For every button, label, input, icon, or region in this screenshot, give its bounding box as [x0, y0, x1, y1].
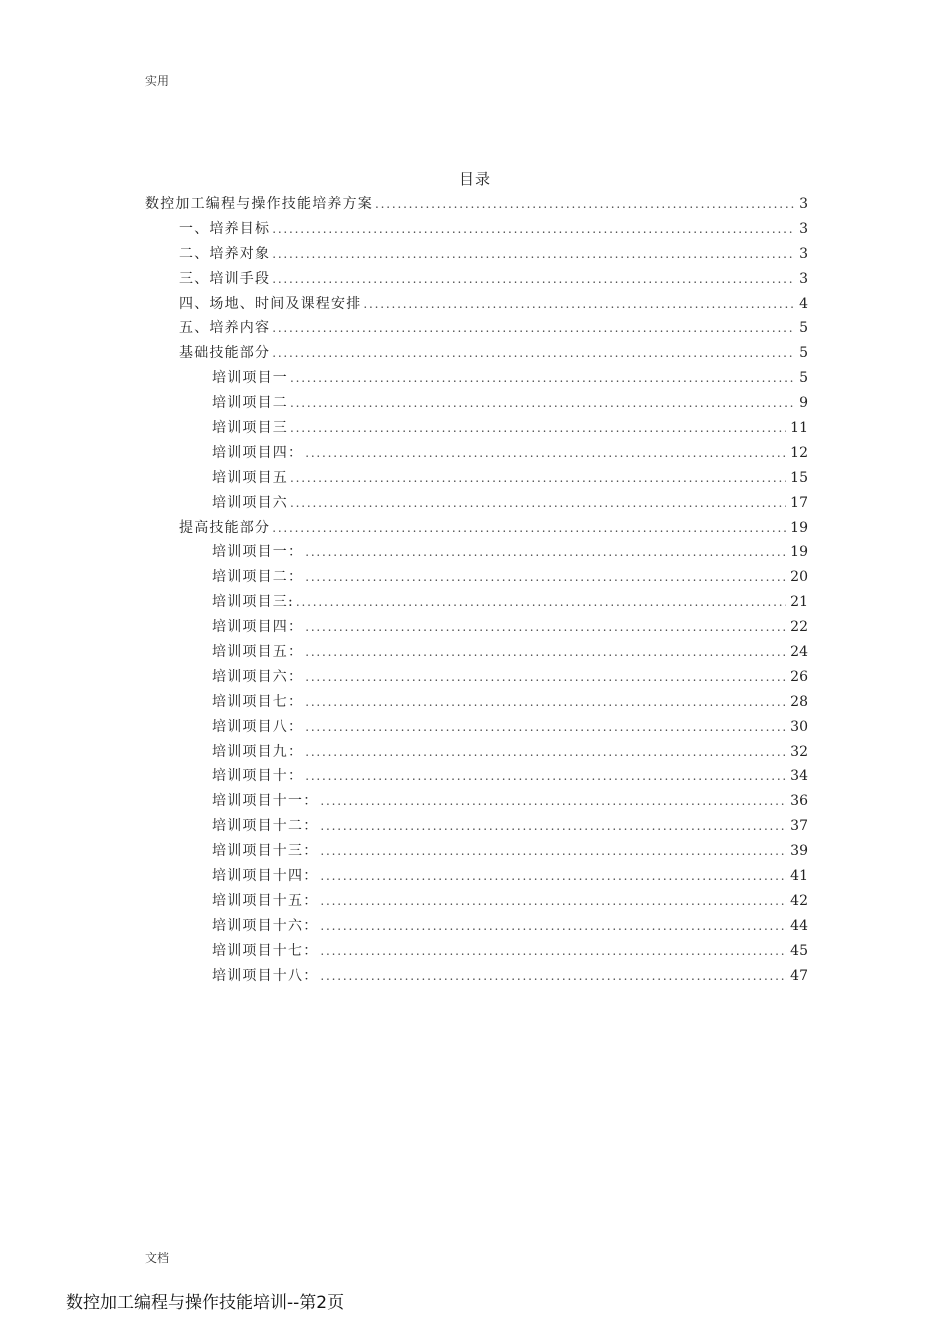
toc-entry-page-number: 5	[799, 345, 808, 362]
toc-entry-page-number: 37	[790, 818, 808, 835]
toc-entry-label: 培训项目十：	[212, 768, 304, 785]
toc-dot-leader	[320, 939, 786, 964]
toc-entry-page-number: 47	[790, 967, 808, 984]
page-caption: 数控加工编程与操作技能培训--第2页	[66, 1293, 345, 1313]
toc-entry-page-number: 32	[790, 743, 808, 760]
toc-entry[interactable]	[0, 914, 950, 939]
toc-entry[interactable]	[0, 491, 950, 516]
toc-entry-label: 培训项目一	[212, 370, 288, 387]
toc-dot-leader	[305, 764, 786, 789]
toc-entry[interactable]	[0, 715, 950, 740]
toc-dot-leader	[272, 341, 794, 366]
toc-entry-page-number: 3	[799, 196, 808, 212]
toc-entry-label: 培训项目七：	[212, 693, 304, 710]
toc-dot-leader	[290, 491, 786, 516]
toc-entry-label: 培训项目五：	[212, 644, 304, 661]
toc-entry[interactable]	[0, 391, 950, 416]
toc-entry-label: 培训项目五	[212, 469, 288, 486]
toc-entry[interactable]	[0, 466, 950, 491]
toc-entry-label: 培训项目六：	[212, 668, 304, 685]
toc-entry-page-number: 42	[790, 892, 808, 909]
toc-entry[interactable]	[0, 341, 950, 366]
toc-entry[interactable]	[0, 590, 950, 615]
toc-dot-leader	[272, 316, 794, 341]
toc-dot-leader	[320, 814, 786, 839]
toc-entry[interactable]	[0, 889, 950, 914]
toc-dot-leader	[305, 441, 786, 466]
toc-entry-label: 数控加工编程与操作技能培养方案	[145, 196, 373, 212]
toc-entry-label: 培训项目二：	[212, 569, 304, 586]
toc-dot-leader	[320, 914, 786, 939]
toc-dot-leader	[290, 366, 794, 391]
toc-entry-label: 培训项目八：	[212, 718, 304, 735]
toc-entry-label: 培训项目十七：	[212, 942, 319, 959]
toc-title: 目录	[458, 170, 491, 188]
toc-entry[interactable]	[0, 939, 950, 964]
header-note: 实用	[145, 74, 170, 88]
toc-entry[interactable]	[0, 416, 950, 441]
toc-entry-label: 培训项目一：	[212, 544, 304, 561]
toc-entry[interactable]	[0, 516, 950, 541]
toc-entry-page-number: 21	[790, 594, 808, 611]
toc-entry-page-number: 15	[790, 469, 808, 486]
toc-entry-label: 基础技能部分	[179, 345, 271, 362]
toc-entry[interactable]	[0, 615, 950, 640]
toc-entry-page-number: 28	[790, 693, 808, 710]
toc-entry-label: 培训项目六	[212, 494, 288, 511]
toc-entry-label: 培训项目四：	[212, 619, 304, 636]
toc-entry-page-number: 26	[790, 668, 808, 685]
toc-entry-label: 培训项目九：	[212, 743, 304, 760]
toc-entry[interactable]	[0, 864, 950, 889]
table-of-contents	[0, 192, 950, 989]
toc-entry-label: 培训项目三:	[212, 594, 294, 611]
toc-entry-page-number: 20	[790, 569, 808, 586]
toc-entry[interactable]	[0, 217, 950, 242]
toc-entry[interactable]	[0, 292, 950, 317]
toc-entry-label: 提高技能部分	[179, 519, 271, 536]
toc-entry[interactable]	[0, 242, 950, 267]
toc-entry-label: 四、场地、时间及课程安排	[179, 295, 362, 312]
toc-entry-page-number: 9	[799, 395, 808, 412]
toc-entry-page-number: 45	[790, 942, 808, 959]
toc-entry-label: 培训项目二	[212, 395, 288, 412]
toc-entry-page-number: 5	[799, 370, 808, 387]
toc-entry-page-number: 11	[790, 420, 808, 437]
footer-note: 文档	[145, 1251, 170, 1265]
toc-entry-label: 培训项目十四：	[212, 868, 319, 885]
toc-dot-leader	[272, 516, 786, 541]
toc-entry[interactable]	[0, 964, 950, 989]
toc-entry[interactable]	[0, 540, 950, 565]
toc-entry-label: 培训项目十八：	[212, 967, 319, 984]
toc-entry-page-number: 41	[790, 868, 808, 885]
toc-dot-leader	[305, 690, 786, 715]
toc-entry[interactable]	[0, 665, 950, 690]
toc-dot-leader	[290, 391, 794, 416]
toc-dot-leader	[272, 267, 794, 292]
toc-entry-page-number: 5	[799, 320, 808, 337]
toc-entry[interactable]	[0, 814, 950, 839]
toc-dot-leader	[320, 964, 786, 989]
toc-dot-leader	[272, 217, 794, 242]
toc-dot-leader	[375, 192, 794, 217]
toc-entry-label: 二、培养对象	[179, 245, 271, 262]
toc-entry[interactable]	[0, 690, 950, 715]
toc-entry[interactable]	[0, 192, 950, 217]
toc-entry-page-number: 30	[790, 718, 808, 735]
toc-entry[interactable]	[0, 789, 950, 814]
toc-entry-page-number: 22	[790, 619, 808, 636]
toc-dot-leader	[320, 889, 786, 914]
toc-entry-label: 培训项目十六：	[212, 917, 319, 934]
toc-entry-label: 三、培训手段	[179, 270, 271, 287]
toc-dot-leader	[296, 590, 786, 615]
toc-entry-label: 培训项目十二：	[212, 818, 319, 835]
toc-entry-page-number: 3	[799, 245, 808, 262]
toc-entry[interactable]	[0, 764, 950, 789]
toc-dot-leader	[320, 839, 786, 864]
toc-dot-leader	[320, 864, 786, 889]
toc-entry[interactable]	[0, 316, 950, 341]
toc-entry-label: 培训项目十五：	[212, 892, 319, 909]
toc-entry[interactable]	[0, 740, 950, 765]
toc-entry-label: 培训项目十一：	[212, 793, 319, 810]
toc-dot-leader	[363, 292, 794, 317]
toc-entry-label: 培训项目三	[212, 420, 288, 437]
toc-entry-page-number: 3	[799, 270, 808, 287]
toc-dot-leader	[272, 242, 794, 267]
toc-entry-label: 培训项目十三：	[212, 843, 319, 860]
toc-entry-page-number: 3	[799, 220, 808, 237]
toc-entry-page-number: 4	[799, 295, 808, 312]
toc-entry-page-number: 19	[790, 519, 808, 536]
toc-entry[interactable]	[0, 366, 950, 391]
toc-dot-leader	[305, 615, 786, 640]
toc-dot-leader	[305, 665, 786, 690]
toc-dot-leader	[320, 789, 786, 814]
toc-entry[interactable]	[0, 640, 950, 665]
toc-entry-page-number: 17	[790, 494, 808, 511]
toc-entry-page-number: 44	[790, 917, 808, 934]
toc-dot-leader	[305, 565, 786, 590]
toc-entry-label: 培训项目四：	[212, 444, 304, 461]
toc-entry-page-number: 24	[790, 644, 808, 661]
toc-entry-page-number: 34	[790, 768, 808, 785]
toc-entry[interactable]	[0, 267, 950, 292]
toc-entry-page-number: 39	[790, 843, 808, 860]
toc-dot-leader	[305, 640, 786, 665]
toc-dot-leader	[305, 540, 786, 565]
toc-dot-leader	[305, 740, 786, 765]
toc-entry[interactable]	[0, 839, 950, 864]
toc-dot-leader	[290, 466, 786, 491]
toc-entry-label: 五、培养内容	[179, 320, 271, 337]
toc-dot-leader	[305, 715, 786, 740]
toc-entry[interactable]	[0, 441, 950, 466]
toc-entry-page-number: 12	[790, 444, 808, 461]
toc-entry-page-number: 36	[790, 793, 808, 810]
toc-entry[interactable]	[0, 565, 950, 590]
toc-dot-leader	[290, 416, 786, 441]
toc-entry-page-number: 19	[790, 544, 808, 561]
toc-entry-label: 一、培养目标	[179, 220, 271, 237]
